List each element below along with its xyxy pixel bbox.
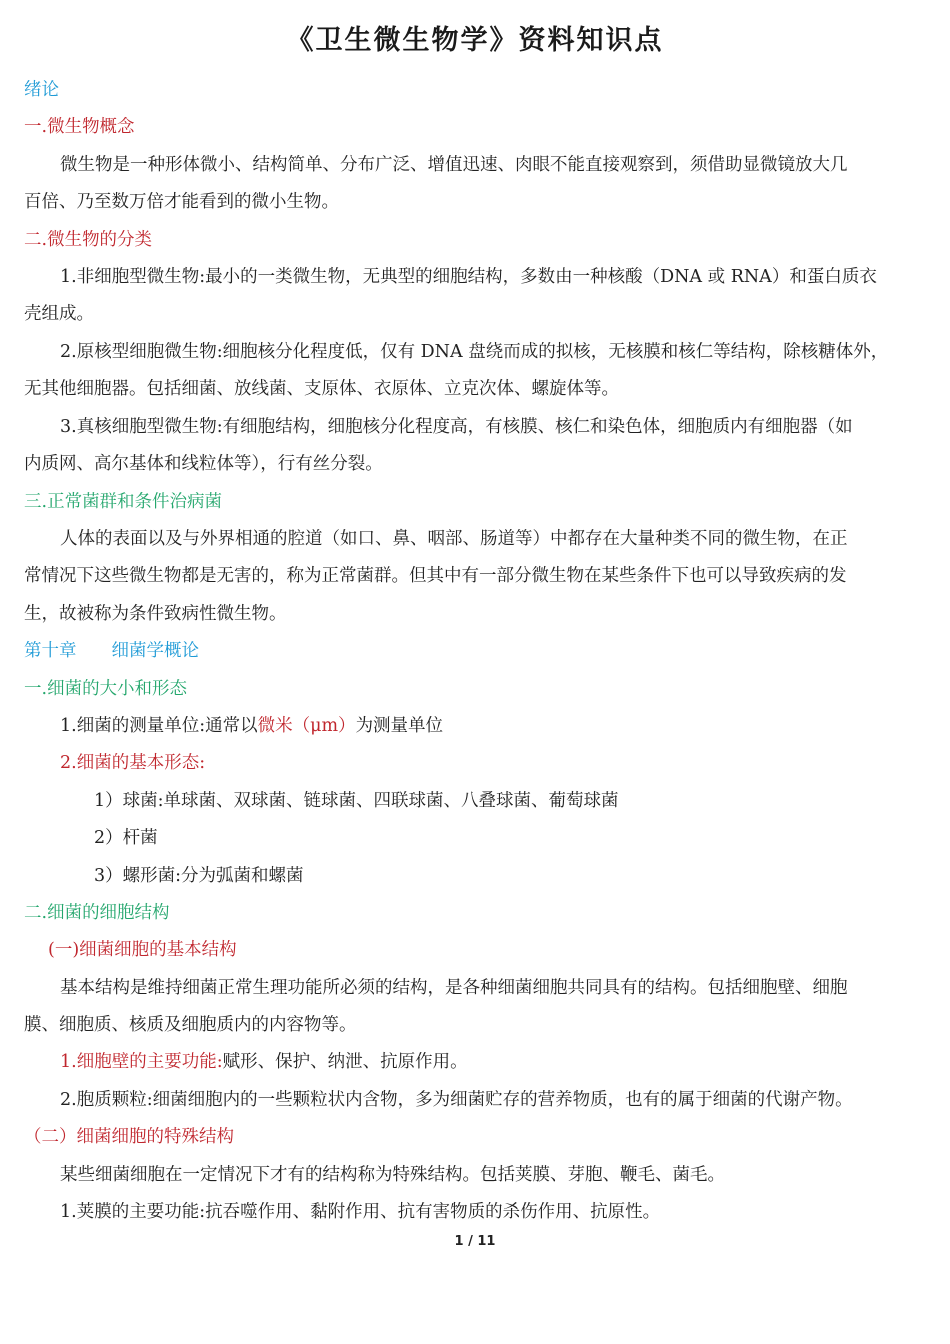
list-item-line: 内质网、高尔基体和线粒体等），行有丝分裂。 (24, 454, 383, 474)
list-item-line: 2.胞质颗粒:细菌细胞内的一些颗粒状内含物，多为细菌贮存的营养物质，也有的属于细菌的代谢产物。 (60, 1090, 853, 1110)
list-item-line (60, 714, 930, 738)
list-item-line: 2.细菌的基本形态: (60, 753, 206, 773)
list-item-line: 无其他细胞器。包括细菌、放线菌、支原体、衣原体、立克次体、螺旋体等。 (24, 379, 619, 399)
text-run: 1.细菌的测量单位:通常以 (60, 716, 258, 736)
section-heading-intro: 绪论 (24, 80, 59, 100)
list-item-line: 壳组成。 (24, 304, 94, 324)
text-run: 赋形、保护、纳泄、抗原作用。 (222, 1052, 468, 1072)
paragraph-line: 常情况下这些微生物都是无害的，称为正常菌群。但其中有一部分微生物在某些条件下也可以导致疾病的发 (24, 566, 847, 586)
paragraph-line: 膜、细胞质、核质及细胞质内的内容物等。 (24, 1015, 357, 1035)
paragraph-line: 某些细菌细胞在一定情况下才有的结构称为特殊结构。包括荚膜、芽胞、鞭毛、菌毛。 (60, 1165, 725, 1185)
highlight-text: 微米（μm） (257, 716, 356, 736)
list-item-line: 1.非细胞型微生物:最小的一类微生物，无典型的细胞结构，多数由一种核酸（DNA 或 RNA）和蛋白质衣 (60, 267, 877, 287)
paragraph-line: 基本结构是维持细菌正常生理功能所必须的结构，是各种细菌细胞共同具有的结构。包括细胞壁、细胞 (60, 978, 848, 998)
page-number: 1 / 11 (454, 1234, 496, 1249)
paragraph-line: 百倍、乃至数万倍才能看到的微小生物。 (24, 192, 339, 212)
paragraph-line: 人体的表面以及与外界相通的腔道（如口、鼻、咽部、肠道等）中都存在大量种类不同的微生物，在正 (60, 529, 848, 549)
sub-list-item: 3）螺形菌:分为弧菌和螺菌 (94, 866, 304, 886)
list-item-line: 3.真核细胞型微生物:有细胞结构，细胞核分化程度高，有核膜、核仁和染色体，细胞质内有细胞器（如 (60, 417, 853, 437)
text-run: 为测量单位 (355, 716, 444, 736)
sub-list-item: 2）杆菌 (94, 828, 158, 848)
section-heading-3: 三.正常菌群和条件治病菌 (24, 492, 223, 512)
list-item-line: 2.原核型细胞微生物:细胞核分化程度低，仅有 DNA 盘绕而成的拟核，无核膜和核仁等结构，除核糖体外， (60, 342, 889, 362)
document-title: 《卫生微生物学》资料知识点 (286, 25, 664, 56)
subsection-heading: （二）细菌细胞的特殊结构 (24, 1127, 234, 1147)
subsection-heading: (一)细菌细胞的基本结构 (48, 940, 237, 960)
section-heading-2: 二.微生物的分类 (24, 230, 153, 250)
highlight-text: 1.细胞壁的主要功能: (60, 1052, 223, 1072)
list-item-line (60, 1050, 930, 1074)
chapter-heading: 第十章 细菌学概论 (24, 641, 199, 661)
section-heading-1: 一.微生物概念 (24, 117, 135, 137)
paragraph-line: 微生物是一种形体微小、结构简单、分布广泛、增值迅速、肉眼不能直接观察到，须借助显微镜放大几 (60, 155, 848, 175)
sub-list-item: 1）球菌:单球菌、双球菌、链球菌、四联球菌、八叠球菌、葡萄球菌 (94, 791, 619, 811)
list-item-line: 1.荚膜的主要功能:抗吞噬作用、黏附作用、抗有害物质的杀伤作用、抗原性。 (60, 1202, 661, 1222)
section-heading-c2: 二.细菌的细胞结构 (24, 903, 170, 923)
section-heading-c1: 一.细菌的大小和形态 (24, 679, 188, 699)
paragraph-line: 生，故被称为条件致病性微生物。 (24, 604, 287, 624)
